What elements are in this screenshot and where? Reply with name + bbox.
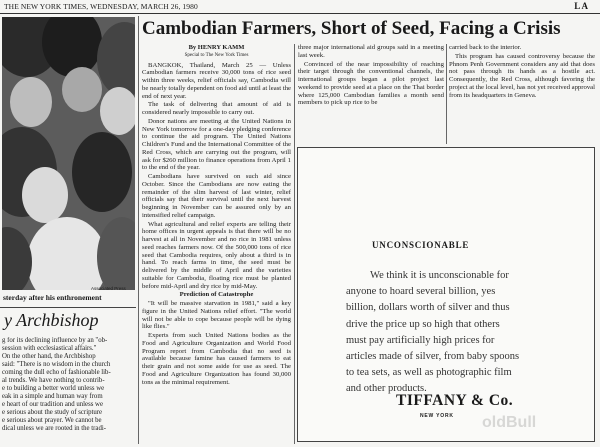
text-line: eak in a simple and human way from [2, 393, 103, 400]
subhead: Prediction of Catastrophe [179, 291, 254, 299]
text-line: g for its declining influence by an "ob- [2, 337, 108, 344]
text-line: dical unless we are rooted in the tradi- [2, 425, 106, 432]
paragraph: BANGKOK, Thailand, March 25 — Unless Cambodian farmers receive 30,000 tons of rice seed within three weeks, relief officials say, Cambodia will be nearly totally dependent on food aid until at least the end of next year. [142, 61, 291, 100]
ad-line: drive the price up so high that others [346, 318, 500, 330]
article-headline: Cambodian Farmers, Short of Seed, Facing a Crisis [142, 18, 561, 39]
paragraph: Cambodians have survived on such aid since October. Since the Cambodians are now eating the remainder of the slim harvest of last winter, relief officials say that their survival until the next harvest beginning in November can be assured only by an intensified relief campaign. [142, 173, 291, 219]
article-column-2 [298, 44, 444, 144]
ad-line: must pay artificially high prices for [346, 334, 495, 346]
text-line: e serious about prayer. We cannot be [2, 417, 102, 424]
paragraph: Donor nations are meeting at the United Nations in New York tomorrow for a one-day pledging conference to continue the aid program. The United Nations Children's Fund and the International Committee of the Red Cross, which are carrying out the program, will ask for $260 million to finance operations from April 1 to the end of the year. [142, 117, 291, 172]
column-rule [446, 44, 447, 144]
paragraph: Experts from such United Nations bodies as the Food and Agriculture Organization and World Food Program report from Cambodia that no seed is available because famine has caused farmers to eat their grain and not some aside for use as seed. The Food and Agriculture Organization has found 30,000 tons as the minimal requirement. [142, 332, 291, 386]
text-line: session with ecclesiastical affairs." [2, 345, 97, 352]
text-line: e heart of our tradition and unless we [2, 401, 103, 408]
ad-heading: UNCONSCIONABLE [372, 240, 470, 250]
ad-line: anyone to hoard several billion, yes [346, 286, 496, 298]
paragraph: carried back to the interior. [449, 44, 522, 51]
masthead: THE NEW YORK TIMES, WEDNESDAY, MARCH 26, 1980 [4, 2, 198, 11]
ad-line: and other products. [346, 383, 427, 395]
text-line: al trends. We have nothing to contrib- [2, 377, 105, 384]
column-rule [294, 44, 295, 444]
section-rule [0, 307, 136, 308]
top-rule [0, 13, 600, 14]
archbishop-body [2, 337, 136, 433]
archbishop-headline: y Archbishop [4, 310, 99, 330]
ad-line: billion, dollars worth of silver and thus [346, 302, 510, 314]
text-line: On the other hand, the Archbishop [2, 353, 96, 360]
article-column-3 [449, 44, 595, 144]
paragraph: "It will be massive starvation in 1981," said a key figure in the United Nations relief effort. "The world will not be able to cope because people will be dying like flies." [142, 300, 291, 331]
paragraph: The task of delivering that amount of aid is considered nearly impossible to carry out. [142, 101, 291, 116]
column-rule [138, 16, 139, 444]
paragraph: Convinced of the near impossibility of reaching their target through the conventional channels, the international groups began a pilot project last weekend to provide seed at a place on the Thai border where 125,000 Cambodian families a month send members to pick up rice to be [298, 60, 444, 107]
text-line: coming the dull echo of fashionable lib- [2, 369, 111, 376]
ad-line: to tea sets, as well as photographic film [346, 367, 512, 379]
tiffany-logo: TIFFANY & Co. [396, 392, 514, 409]
ad-line: articles made of silver, from baby spoons [346, 351, 520, 363]
tiffany-advertisement [297, 147, 595, 442]
ad-city: NEW YORK [420, 413, 454, 419]
text-line: e serious about the study of scripture [2, 409, 103, 416]
news-photo [2, 17, 135, 290]
paragraph: What agricultural and relief experts are telling their home offices in urgent appeals is that there will be no harvest at all in November and no rice in 1981 unless seed reaches farmers now. Of the 500,000 tons of rice seed that Cambodia requires, only about a third is in hand. To reach farms in time, the seed must be delivered by the middle of April and the varieties suitable for Cambodia, floating rice must be planted before mid-April and dry rice by mid-May. [142, 220, 291, 290]
photo-caption: sterday after his enthronement [3, 293, 102, 302]
article-column-1 [142, 44, 291, 444]
watermark: oldBull [482, 414, 537, 431]
ad-body [346, 268, 586, 398]
corner-letters: L A [574, 1, 588, 11]
byline: By HENRY KAMM [188, 44, 245, 51]
dateline-note: Special to The New York Times [184, 52, 249, 58]
ad-line: We think it is unconscionable for [370, 270, 509, 281]
photo-credit: Associated Press [91, 286, 126, 291]
paragraph: This program has caused controversy because the Phnom Penh Government considers any aid that does not pass through its hands as a hostile act. Consequently, the Red Cross, although favoring the project at the local level, has not yet received approval from its headquarters in Geneva. [449, 52, 595, 99]
text-line: said: "There is no wisdom in the church [2, 361, 111, 368]
paragraph: three major international aid groups said in a meeting last week. [298, 44, 444, 59]
text-line: e to building a better world unless we [2, 385, 105, 392]
